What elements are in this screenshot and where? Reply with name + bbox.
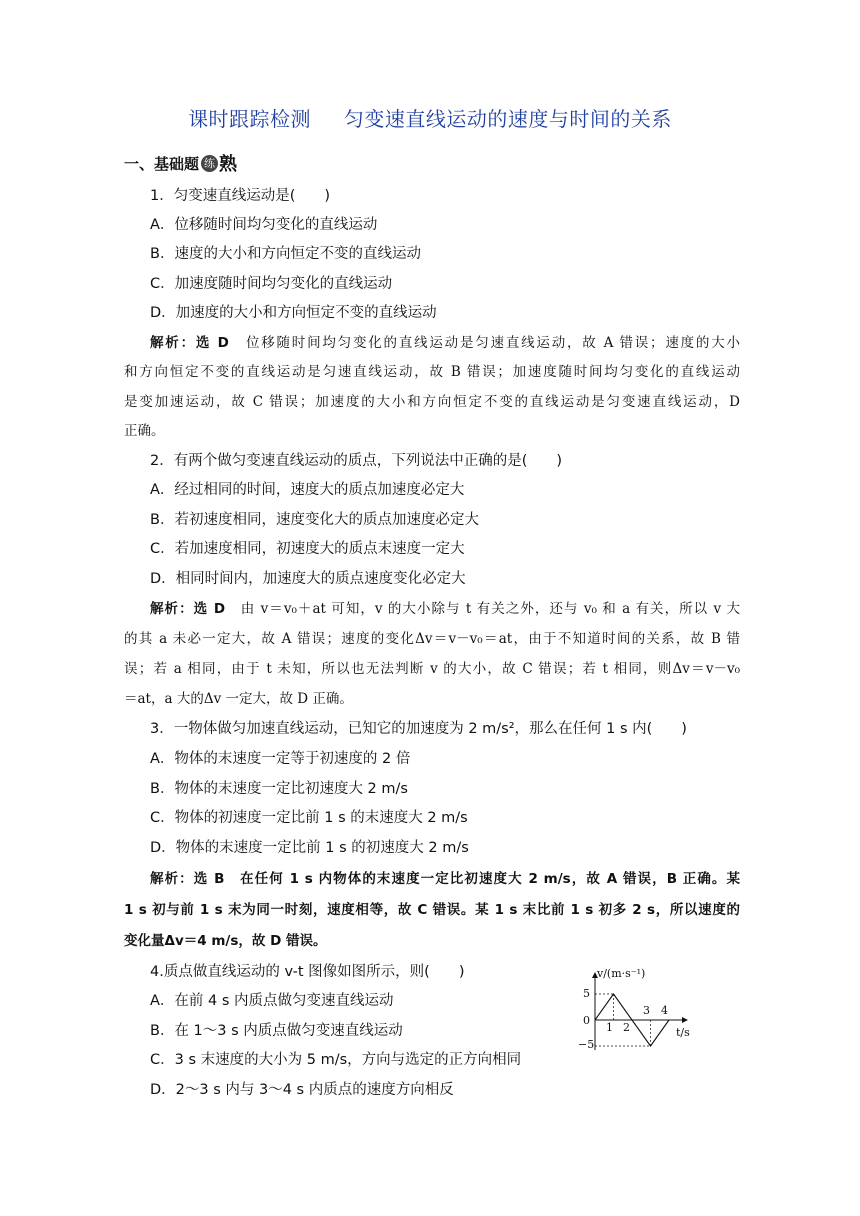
y-tick-label: −5 <box>578 1038 595 1051</box>
q1-analysis-label: 解析：选 D <box>150 335 229 351</box>
q3-analysis-line: 变化量Δv＝4 m/s，故 D 错误。 <box>124 933 327 949</box>
x-tick-label: 1 <box>606 1021 613 1034</box>
q2-option-a: A．经过相同的时间，速度大的质点加速度必定大 <box>150 482 465 498</box>
q2-analysis-line: 解析：选 D 由 v＝v₀＋at 可知，v 的大小除与 t 有关之外，还与 v₀ 和 a 有关，所以 v 大 <box>150 601 741 617</box>
q3-stem: 3．一物体做匀加速直线运动，已知它的加速度为 2 m/s²，那么在任何 1 s 内( ) <box>150 721 687 737</box>
q2-stem: 2．有两个做匀变速直线运动的质点，下列说法中正确的是( ) <box>150 453 563 469</box>
q3-option-d: D．物体的末速度一定比前 1 s 的初速度大 2 m/s <box>150 840 469 856</box>
q3-option-c: C．物体的初速度一定比前 1 s 的末速度大 2 m/s <box>150 810 468 826</box>
q1-analysis-line: 正确。 <box>124 423 165 439</box>
x-tick-label: 2 <box>623 1021 630 1034</box>
q2-option-d: D．相同时间内，加速度大的质点速度变化必定大 <box>150 571 466 587</box>
q1-analysis-line: 是变加速运动，故 C 错误；加速度的大小和方向恒定不变的直线运动是匀变速直线运动，D <box>124 394 740 410</box>
q1-option-b: B．速度的大小和方向恒定不变的直线运动 <box>150 246 421 262</box>
q1-stem: 1．匀变速直线运动是( ) <box>150 188 331 204</box>
vt-graph <box>575 965 705 1055</box>
y-axis-label: v/(m·s⁻¹) <box>597 967 646 980</box>
q2-option-c: C．若加速度相同，初速度大的质点末速度一定大 <box>150 541 465 557</box>
skill-badge: 熟 <box>219 154 238 175</box>
q4-stem: 4.质点做直线运动的 v-t 图像如图所示，则( ) <box>150 964 465 980</box>
q3-analysis-line: 1 s 初与前 1 s 末为同一时刻，速度相等，故 C 错误。某 1 s 末比前 1 s 初多 2 s，所以速度的 <box>124 902 740 918</box>
page-title: 课时跟踪检测 匀变速直线运动的速度与时间的关系 <box>188 107 672 131</box>
q1-analysis-line: 和方向恒定不变的直线运动是匀速直线运动，故 B 错误；加速度随时间均匀变化的直线运动 <box>124 364 740 380</box>
q2-analysis-line: 误；若 a 相同，由于 t 未知，所以也无法判断 v 的大小，故 C 错误；若 t 相同，则Δv＝v－v₀ <box>124 661 740 677</box>
section-heading <box>124 150 237 176</box>
y-tick-label: 5 <box>583 987 590 1000</box>
q2-analysis-line: 的其 a 未必一定大，故 A 错误；速度的变化Δv＝v－v₀＝at，由于不知道时间的关系，故 B 错 <box>124 631 740 647</box>
practice-badge-icon: 练 <box>201 155 218 172</box>
x-axis-label: t/s <box>676 1026 690 1039</box>
q1-option-d: D．加速度的大小和方向恒定不变的直线运动 <box>150 305 437 321</box>
q3-analysis-line: 解析：选 B 在任何 1 s 内物体的末速度一定比初速度大 2 m/s，故 A 错误，B 正确。某 <box>150 871 741 887</box>
q4-option-d: D．2～3 s 内与 3～4 s 内质点的速度方向相反 <box>150 1082 454 1098</box>
q1-option-c: C．加速度随时间均匀变化的直线运动 <box>150 276 393 292</box>
q2-option-b: B．若初速度相同，速度变化大的质点加速度必定大 <box>150 512 479 528</box>
q1-option-a: A．位移随时间均匀变化的直线运动 <box>150 217 378 233</box>
q3-option-b: B．物体的末速度一定比初速度大 2 m/s <box>150 781 408 797</box>
q1-analysis-line: 解析：选 D 位移随时间均匀变化的直线运动是匀速直线运动，故 A 错误；速度的大小 <box>150 335 740 351</box>
q2-analysis-line: ＝at，a 大的Δv 一定大，故 D 正确。 <box>124 691 353 707</box>
q4-option-a: A．在前 4 s 内质点做匀变速直线运动 <box>150 993 394 1009</box>
x-tick-label: 3 <box>643 1004 650 1017</box>
section-label: 一、基础题 <box>124 154 200 173</box>
q4-option-b: B．在 1～3 s 内质点做匀变速直线运动 <box>150 1023 403 1039</box>
q2-analysis-label: 解析：选 D <box>150 601 226 617</box>
q3-option-a: A．物体的末速度一定等于初速度的 2 倍 <box>150 751 411 767</box>
q3-analysis-label: 解析：选 B <box>150 871 225 887</box>
y-tick-label: 0 <box>583 1014 590 1027</box>
q4-option-c: C．3 s 末速度的大小为 5 m/s，方向与选定的正方向相同 <box>150 1052 522 1068</box>
x-tick-label: 4 <box>661 1004 668 1017</box>
